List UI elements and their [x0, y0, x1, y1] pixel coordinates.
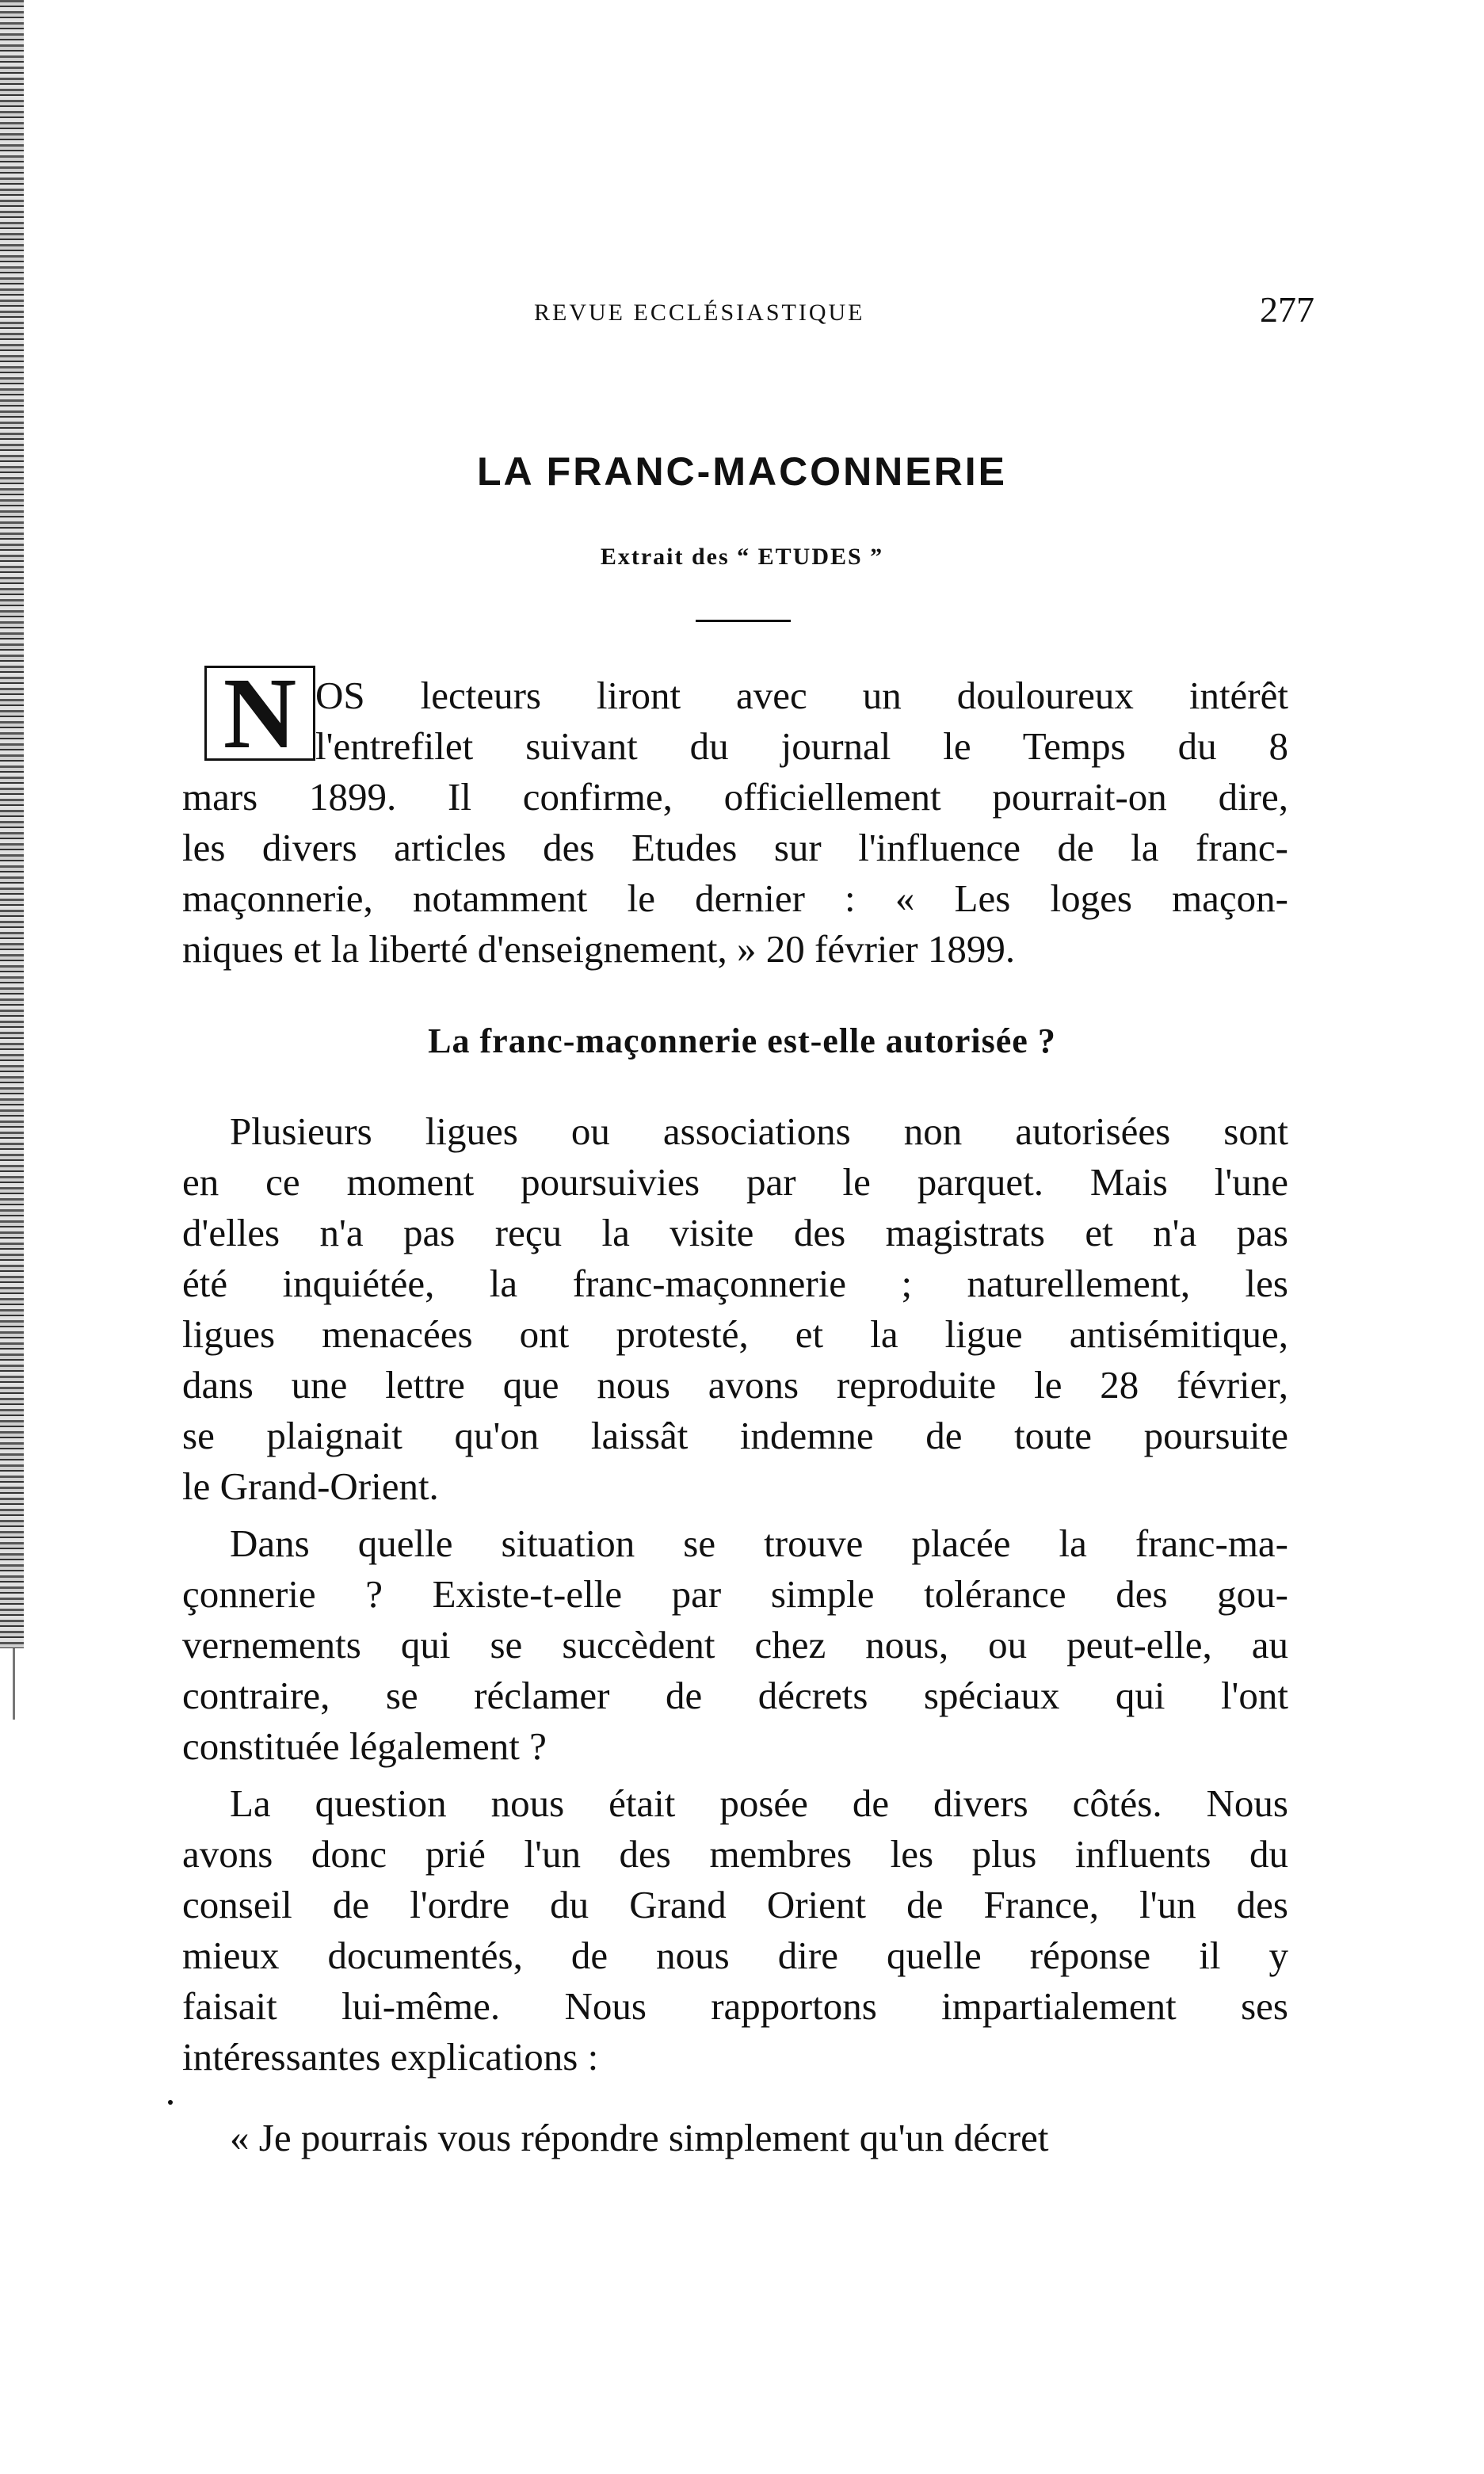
text-line: en ce moment poursuivies par le parquet. Mais l'une — [182, 1160, 1288, 1204]
text-line: dans une lettre que nous avons reproduite le 28 février, — [182, 1363, 1288, 1407]
text-line: contraire, se réclamer de décrets spéciaux qui l'ont — [182, 1674, 1288, 1717]
text-line: ligues menacées ont protesté, et la ligue antisémitique, — [182, 1312, 1288, 1356]
text-line: d'elles n'a pas reçu la visite des magistrats et n'a pas — [182, 1211, 1288, 1254]
text-line: mars 1899. Il confirme, officiellement pourrait-on dire, — [182, 775, 1288, 819]
text-line: été inquiétée, la franc-maçonnerie ; naturellement, les — [182, 1262, 1288, 1305]
text-line: La question nous était posée de divers côtés. Nous — [230, 1781, 1288, 1825]
text-line: « Je pourrais vous répondre simplement qu'un décret — [230, 2116, 1049, 2159]
margin-mark — [168, 2100, 173, 2105]
running-title: REVUE ECCLÉSIASTIQUE — [534, 300, 865, 326]
title-rule — [696, 620, 791, 622]
text-line: mieux documentés, de nous dire quelle réponse il y — [182, 1934, 1288, 1977]
drop-cap-initial: N — [204, 666, 315, 761]
text-line: constituée légalement ? — [182, 1724, 547, 1768]
page-number: 277 — [1260, 289, 1314, 330]
text-line: se plaignait qu'on laissât indemne de toute poursuite — [182, 1414, 1288, 1457]
section-heading: La franc-maçonnerie est-elle autorisée ? — [428, 1021, 1056, 1060]
text-line: Dans quelle situation se trouve placée la franc-ma- — [230, 1521, 1288, 1565]
text-line: faisait lui-même. Nous rapportons impartialement ses — [182, 1984, 1288, 2028]
text-line: les divers articles des Etudes sur l'influence de la franc- — [182, 826, 1288, 869]
scanned-page-edge — [0, 0, 24, 1648]
scanned-page-edge-tail — [13, 1648, 15, 1720]
text-line: le Grand-Orient. — [182, 1464, 439, 1508]
text-line: intéressantes explications : — [182, 2035, 599, 2079]
text-line: l'entrefilet suivant du journal le Temps du 8 — [315, 724, 1288, 768]
text-line: maçonnerie, notamment le dernier : « Les loges maçon- — [182, 876, 1288, 920]
text-line: OS lecteurs liront avec un douloureux intérêt — [315, 674, 1288, 717]
text-line: niques et la liberté d'enseignement, » 20 février 1899. — [182, 927, 1016, 971]
text-line: avons donc prié l'un des membres les plus influents du — [182, 1832, 1288, 1876]
text-line: Plusieurs ligues ou associations non autorisées sont — [230, 1109, 1288, 1153]
text-line: vernements qui se succèdent chez nous, ou peut-elle, au — [182, 1623, 1288, 1667]
article-subtitle: Extrait des “ ETUDES ” — [600, 544, 884, 570]
text-line: çonnerie ? Existe-t-elle par simple tolérance des gou- — [182, 1572, 1288, 1616]
article-title: LA FRANC-MACONNERIE — [477, 449, 1007, 494]
text-line: conseil de l'ordre du Grand Orient de France, l'un des — [182, 1883, 1288, 1926]
